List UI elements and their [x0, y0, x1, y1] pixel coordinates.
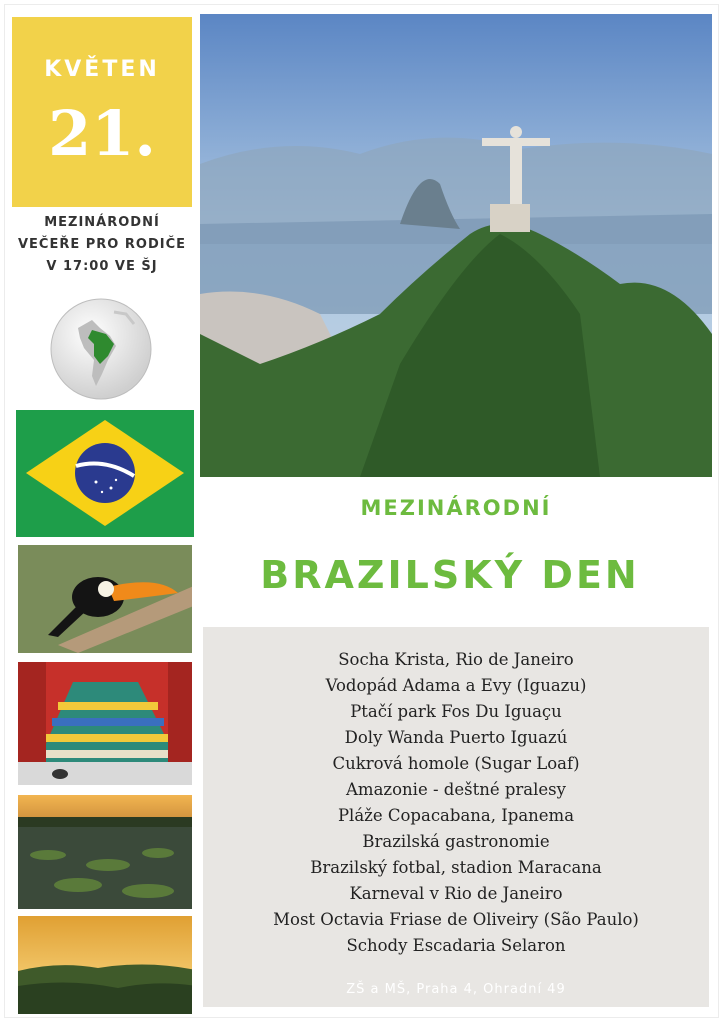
escadaria-photo	[16, 660, 194, 787]
globe-icon	[50, 298, 152, 400]
program-list	[203, 647, 709, 959]
dinner-info-line3: V 17:00 VE ŠJ	[46, 259, 158, 274]
school-footer: ZŠ a MŠ, Praha 4, Ohradní 49	[346, 982, 566, 997]
list-item: Cukrová homole (Sugar Loaf)	[332, 754, 580, 773]
list-item: Most Octavia Friase de Oliveiry (São Paulo)	[273, 910, 639, 929]
event-subtitle: MEZINÁRODNÍ	[360, 496, 552, 520]
program-panel	[203, 627, 709, 1007]
date-day: 21.	[48, 97, 156, 170]
toucan-photo	[16, 543, 194, 655]
list-item: Amazonie - deštné pralesy	[346, 780, 566, 799]
list-item: Brazilská gastronomie	[362, 832, 550, 851]
list-item: Brazilský fotbal, stadion Maracana	[310, 858, 602, 877]
dinner-info-line2: VEČEŘE PRO RODIČE	[17, 237, 186, 252]
date-badge	[12, 17, 192, 207]
list-item: Ptačí park Fos Du Iguaçu	[350, 702, 562, 721]
list-item: Schody Escadaria Selaron	[346, 936, 566, 955]
list-item: Pláže Copacabana, Ipanema	[337, 806, 575, 825]
christ-redeemer-photo	[200, 14, 712, 477]
dinner-info	[12, 212, 192, 278]
event-title: BRAZILSKÝ DEN	[260, 553, 640, 597]
rainforest-photo	[16, 914, 194, 1016]
water-lilies-photo	[16, 793, 194, 911]
list-item: Vodopád Adama a Evy (Iguazu)	[325, 676, 587, 695]
list-item: Doly Wanda Puerto Iguazú	[344, 728, 568, 747]
date-month: KVĚTEN	[44, 57, 160, 82]
brazil-flag	[16, 410, 194, 537]
dinner-info-line1: MEZINÁRODNÍ	[44, 215, 160, 230]
list-item: Socha Krista, Rio de Janeiro	[338, 650, 574, 669]
list-item: Karneval v Rio de Janeiro	[349, 884, 563, 903]
